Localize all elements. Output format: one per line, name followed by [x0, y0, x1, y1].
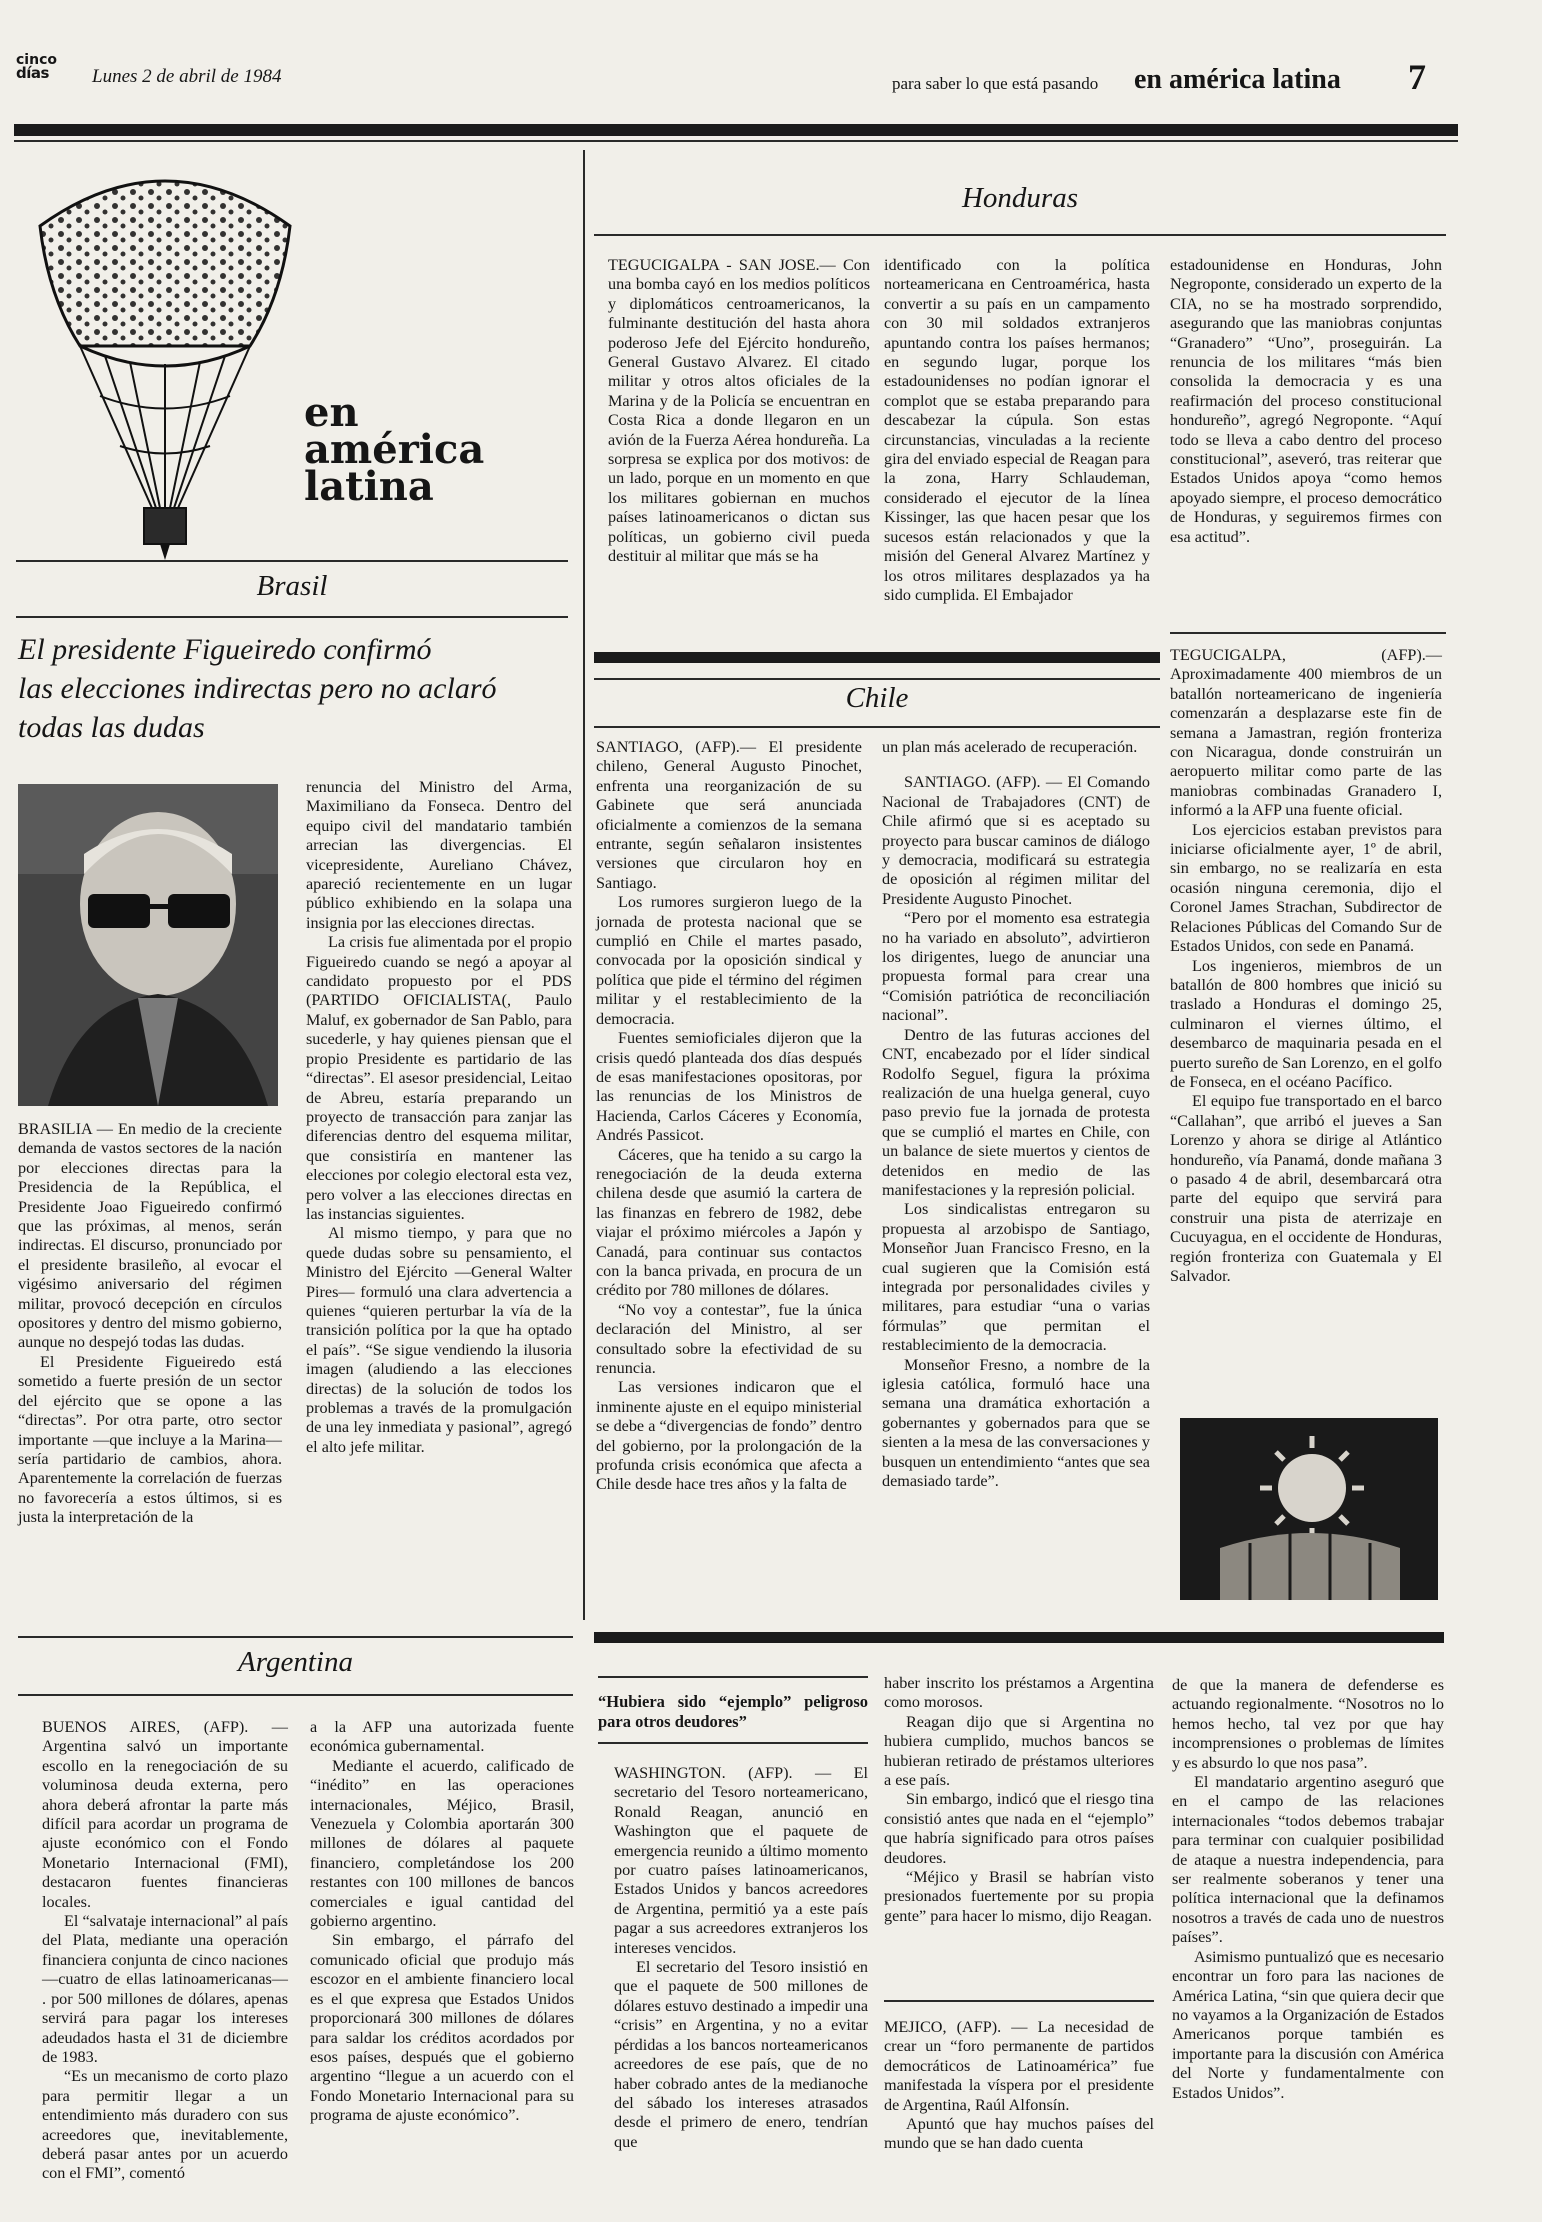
portrait-icon	[18, 784, 278, 1106]
paragraph: Asimismo puntualizó que es necesario encontrar un foro para las naciones de América Latina, “sin que quiera decir que no vayamos a la Organización de Estados Americanos porque también es importante para la discusión con América del Norte y fundamentalmente con Estados Unidos”.	[1172, 1947, 1444, 2102]
paragraph: WASHINGTON. (AFP). — El secretario del Tesoro norteamericano, Ronald Reagan, anunció en Washington que el paquete de emergencia reunido a último momento por cuatro países latinoamericanos, Estados Unidos y bancos acreedores de Argentina, permitió ya a este país pagar a sus acreedores extranjeros los intereses vencidos.	[614, 1764, 868, 1957]
paragraph: identificado con la política norteamericana en Centroamérica, hasta convertir a su país en un campamento con 30 mil soldados extranjeros apuntando contra los países hermanos; en segundo lugar, porque los estadounidenses no podían ignorar el complot que se estaba preparando para descabezar la cúpula. Son estas circunstancias, vinculadas a la reciente gira del enviado especial de Reagan para la zona, Harry Schlaudeman, considerado el ejecutor de la línea Kissinger, las que hacen pesar que los sucesos están relacionados y que la misión del General Alvarez Martínez y los otros militares desplazados ya ha sido cumplida. El Embajador	[884, 256, 1150, 604]
paragraph: “Méjico y Brasil se habrían visto presionados fuertemente por su propia gente” para hacer lo mismo, dijo Reagan.	[884, 1868, 1154, 1925]
paragraph: El equipo fue transportado en el barco “Callahan”, que arribó el jueves a San Lorenzo y ahora se dirige al Atlántico hondureño, vía Panamá, donde mañana 3 o pasado 4 de abril, desembarcará otra parte del equipo que servirá para construir una pista de aterrizaje en Cucuyagua, en el occidente de Honduras, región fronteriza con Guatemala y El Salvador.	[1170, 1092, 1442, 1285]
paragraph: TEGUCIGALPA, (AFP).— Aproximadamente 400 miembros de un batallón norteamericano de ingeniería comenzarán a desplazarse este fin de semana a Jamastran, región fronteriza con Nicaragua, donde construirán un aeropuerto militar como parte de las maniobras combinadas Granadero I, informó a la AFP una fuente oficial.	[1170, 646, 1442, 820]
masthead-tagline: para saber lo que está pasando	[892, 74, 1099, 93]
paragraph: Los ingenieros, miembros de un batallón de 800 hombres que inició su traslado a Honduras el domingo 25, culminaron el viernes último, el desembarco de maquinaria pesada en el puerto sureño de San Lorenzo, en el golfo de Fonseca, en el océano Pacífico.	[1170, 956, 1442, 1091]
paragraph: Sin embargo, el párrafo del comunicado oficial que produjo más escozor en el ambiente financiero local es el que expresa que Estados Unidos proporcionará 300 millones de dólares para saldar los créditos acordados por esos países, después que el gobierno argentino “llegue a un acuerdo con el Fondo Monetario Internacional para su programa de ajuste económico”.	[310, 1931, 574, 2125]
honduras-col-2	[884, 256, 1150, 605]
paragraph: Sin embargo, indicó que el riesgo tina consistió antes que nada en el “ejemplo” que habría significado para otros países deudores.	[884, 1790, 1154, 1867]
paragraph: Apuntó que hay muchos países del mundo que se han dado cuenta	[884, 2115, 1154, 2153]
argentina-col-1	[42, 1718, 288, 2184]
paragraph: Los sindicalistas entregaron su propuesta al arzobispo de Santiago, Monseñor Juan Francisco Fresno, en la cual sugieren que la Comisión está integrada por personalidades civiles y militares, para estudiar “una o varias fórmulas” que permitan el restablecimiento de la democracia.	[882, 1200, 1150, 1355]
paragraph: un plan más acelerado de recuperación.	[882, 738, 1138, 756]
mejico-rule	[884, 2000, 1154, 2002]
paragraph: Reagan dijo que si Argentina no hubiera cumplido, muchos bancos se hubieran retirado de préstamos ulteriores a ese país.	[884, 1712, 1154, 1790]
section-title-chile: Chile	[845, 682, 909, 714]
religious-photo	[1180, 1418, 1438, 1600]
paragraph: a la AFP una autorizada fuente económica gubernamental.	[310, 1718, 574, 1756]
chile-top-rule	[594, 652, 1160, 663]
brasil-col-2	[306, 778, 572, 1457]
box-rule-bottom	[598, 1742, 868, 1744]
paragraph: “Es un mecanismo de corto plazo para permitir llegar a un entendimiento más duradero con sus acreedores que, inevitablemente, deberá pasar antes por un acuerdo con el FMI”, comentó	[42, 2067, 288, 2183]
box-rule-top	[598, 1676, 868, 1678]
sun-figure-icon	[1180, 1418, 1438, 1600]
paragraph: El Presidente Figueiredo está sometido a fuerte presión de un sector del ejército que se opone a las “directas”. Por otra parte, otro sector importante —que incluye a la Marina— sería partidario de cambios, ahora. Aparentemente la correlación de fuerzas no favorecería a estos últimos, si es justa la interpretación de la	[18, 1352, 282, 1527]
chile-col-1	[596, 738, 862, 1495]
paragraph: Los rumores surgieron luego de la jornada de protesta nacional que se cumplió en Chile el martes pasado, convocada por la oposición sindical y política que pide el término del régimen militar y el restablecimiento de la democracia.	[596, 893, 862, 1028]
argentina-col-4b	[884, 2018, 1154, 2154]
section-logo-line-3: latina	[304, 463, 434, 510]
brasil-headline-line-3: todas las dudas	[18, 711, 205, 744]
column-divider	[583, 150, 585, 1620]
brasil-col-1	[18, 1120, 282, 1528]
masthead-rule	[14, 124, 1458, 136]
paragraph: haber inscrito los préstamos a Argentina como morosos.	[884, 1674, 1154, 1712]
paragraph: El mandatario argentino aseguró que en el campo de las relaciones internacionales “todos debemos trabajar para terminar con cualquier posibilidad de ataque a nuestra independencia, para ser realmente soberanos y tener una política internacional que la definamos nosotros a través de cada uno de nuestros países”.	[1172, 1773, 1444, 1947]
argentina-top-rule	[594, 1632, 1444, 1643]
paragraph: Al mismo tiempo, y para que no quede dudas sobre su pensamiento, el Ministro del Ejército —General Walter Pires— formuló una clara advertencia a quienes “quieren perturbar la vía de la transición política por la que ha optado el país”. “Se sigue vendiendo la ilusoria imagen (aludiendo a las elecciones directas) de la solución de todos los problemas a través de la promulgación de una ley inmediata y pasional”, agregó el alto jefe militar.	[306, 1224, 572, 1456]
page-number: 7	[1408, 57, 1426, 97]
chile-rule	[594, 726, 1160, 728]
honduras-col-1	[608, 256, 870, 567]
paragraph: de que la manera de defenderse es actuando regionalmente. “Nosotros no lo hemos hecho, tal vez por que hay incomprensiones o problemas de límites y es absurdo lo que nos pasa”.	[1172, 1676, 1444, 1772]
honduras-col3-rule	[1170, 632, 1446, 634]
brasil-headline-line-2: las elecciones indirectas pero no aclaró	[18, 672, 497, 705]
balloon-icon	[20, 146, 310, 566]
logo-bottom: días	[16, 64, 49, 82]
argentina-col-4	[884, 1674, 1154, 1926]
argentina-rule-left-2	[18, 1694, 573, 1696]
section-logo-line-2: américa	[304, 426, 485, 473]
figueiredo-photo	[18, 784, 278, 1106]
paragraph: BUENOS AIRES, (AFP). — Argentina salvó un importante escollo en la renegociación de su voluminosa deuda externa, pero ahora deberá afrontar la parte más difícil para acordar un programa de ajuste económico con el Fondo Monetario Internacional (FMI), destacaron fuentes financieras locales.	[42, 1718, 288, 1911]
masthead-section: en américa latina	[1134, 64, 1341, 95]
paragraph: El secretario del Tesoro insistió en que el paquete de 500 millones de dólares estuvo destinado a impedir una “crisis” en Argentina, y no a evitar pérdidas a los bancos norteamericanos acreedores de ese país, que de no haber cobrado antes de la medianoche del sábado los intereses atrasados desde el primero de enero, tendrían que	[614, 1958, 868, 2151]
paragraph: renuncia del Ministro del Arma, Maximiliano da Fonseca. Dentro del equipo civil del mandatario también arrecian las divergencias. El vicepresidente, Aureliano Chávez, apareció recientemente en un lugar público exhibiendo en la solapa una insignia por las elecciones directas.	[306, 778, 572, 932]
masthead-rule-thin	[14, 140, 1458, 142]
honduras-rule	[594, 234, 1446, 236]
brasil-rule	[16, 616, 568, 618]
section-title-honduras: Honduras	[961, 182, 1078, 214]
section-logo-line-1: en	[304, 389, 359, 436]
paragraph: Dentro de las futuras acciones del CNT, encabezado por el líder sindical Rodolfo Seguel, figura la próxima realización de una huelga general, cuyo paso previo fue la jornada de protesta que se cumplió el martes en Chile, con un balance de siete muertos y cientos de detenidos en medio de las manifestaciones y la represión policial.	[882, 1025, 1150, 1199]
argentina-col-5	[1172, 1676, 1444, 2103]
paragraph: Las versiones indicaron que el inminente ajuste en el equipo ministerial se debe a “divergencias de fondo” dentro del gobierno, por la prolongación de la profunda crisis económica que afecta a Chile desde hace tres años y la falta de	[596, 1378, 862, 1494]
paragraph: TEGUCIGALPA - SAN JOSE.— Con una bomba cayó en los medios políticos y diplomáticos centroamericanos, la fulminante destitución del hasta ahora poderoso Jefe del Ejército hondureño, General Gustavo Alvarez. El citado militar y otros altos oficiales de la Marina y de la Policía se encuentran en Costa Rica a donde llegaron en un avión de la Fuerza Aérea hondureña. La sorpresa se explica por dos motivos: de un lado, porque en un momento en que los militares gobiernan en muchos países latinoamericanos o dictan sus políticas, un gobierno civil pueda destituir al militar que más se ha	[608, 256, 870, 566]
masthead-logo	[16, 54, 58, 80]
paragraph: MEJICO, (AFP). — La necesidad de crear un “foro permanente de partidos democráticos de Latinoamérica” fue manifestada la víspera por el presidente de Argentina, Raúl Alfonsín.	[884, 2018, 1154, 2114]
section-logo	[304, 389, 485, 510]
paragraph: La crisis fue alimentada por el propio Figueiredo cuando se negó a apoyar al candidato propuesto por el PDS (PARTIDO OFICIALISTA(, Paulo Maluf, ex gobernador de San Pablo, para sucederle, y hay quienes piensan que el propio Presidente es partidario de las “directas”. El asesor presidencial, Leitao de Abreu, estaría preparando un proyecto de transacción para zanjar las diferencias dentro del esquema militar, que consistiría en mantener las elecciones por colegio electoral esta vez, pero volver a las elecciones directas en las instancias siguientes.	[306, 933, 572, 1223]
honduras-col-3	[1170, 256, 1442, 547]
paragraph: Fuentes semioficiales dijeron que la crisis quedó planteada dos días después de esas manifestaciones opositoras, por las renuncias de los Ministros de Hacienda, Carlos Cáceres y Economía, Andrés Passicot.	[596, 1029, 862, 1145]
paragraph: Los ejercicios estaban previstos para iniciarse oficialmente ayer, 1º de abril, sin embargo, no se realizaría en esta ocasión ninguna ceremonia, dijo el Coronel James Strachan, Subdirector de Relaciones Públicas del Comando Sur de Estados Unidos, con sede en Panamá.	[1170, 820, 1442, 956]
paragraph: SANTIAGO. (AFP). — El Comando Nacional de Trabajadores (CNT) de Chile afirmó que si es aceptado su proyecto para buscar caminos de diálogo y democracia, modificará su estrategia de oposición al régimen militar del Presidente Augusto Pinochet.	[882, 773, 1150, 908]
argentina-col-2	[310, 1718, 574, 2126]
paragraph: SANTIAGO, (AFP).— El presidente chileno, General Augusto Pinochet, enfrenta una reorganización de su Gabinete que será anunciada oficialmente a comienzos de la semana entrante, según señalaron insistentes versiones que circularon hoy en Santiago.	[596, 738, 862, 892]
balloon-illustration	[20, 146, 310, 566]
brasil-headline	[18, 630, 568, 747]
paragraph: Mediante el acuerdo, calificado de “inédito” en las operaciones internacionales, Méjico, Brasil, Venezuela y Colombia aportarán 300 millones de dólares al paquete financiero, completándose los 200 restantes con 100 millones de bancos comerciales e igual cantidad del gobierno argentino.	[310, 1756, 574, 1931]
argentina-col-3	[614, 1764, 868, 2152]
section-title-argentina: Argentina	[238, 1646, 353, 1678]
paragraph: estadounidense en Honduras, John Negroponte, considerado un experto de la CIA, no se ha mostrado sorprendido, asegurando que las maniobras conjuntas “Granadero” “Uno”, proseguirán. La renuncia de los militares “más bien consolida la democracia y es una reafirmación del proceso constitucional hondureño”, agregó Negroponte. “Aquí todo se lleva a cabo dentro del proceso constitucional”, aseveró, tras reiterar que Estados Unidos apoya “como hemos apoyado siempre, el proceso democrático de Honduras, y seguiremos firmes con esa actitud”.	[1170, 256, 1442, 546]
paragraph: El “salvataje internacional” al país del Plata, mediante una operación financiera conjunta de cinco naciones —cuatro de ellas latinoamericanas— . por 500 millones de dólares, apenas servirá para pagar los intereses adeudados hasta el 31 de diciembre de 1983.	[42, 1912, 288, 2066]
logo-top: cinco	[16, 52, 57, 68]
chile-rule-thin	[594, 678, 1160, 680]
chile-col-2	[882, 738, 1150, 1491]
box-headline: “Hubiera sido “ejemplo” peligroso para otros deudores”	[598, 1692, 868, 1731]
brasil-headline-line-1: El presidente Figueiredo confirmó	[18, 633, 432, 666]
section-title-brasil: Brasil	[256, 570, 328, 602]
paragraph: Cáceres, que ha tenido a su cargo la renegociación de la deuda externa chilena desde que asumió la cartera de las finanzas en febrero de 1982, debe viajar el próximo miércoles a Japón y Canadá, para continuar sus contactos con la banca privada, en procura de un crédito por 780 millones de dólares.	[596, 1145, 862, 1300]
logo-rule	[16, 560, 568, 562]
paragraph: “Pero por el momento esa estrategia no ha variado en absoluto”, advirtieron los dirigentes, luego de anunciar una propuesta formal para crear una “Comisión patriótica de reconciliación nacional”.	[882, 909, 1150, 1025]
paragraph: Monseñor Fresno, a nombre de la iglesia católica, formuló hace una semana una dramática exhortación a gobernantes y gobernados para que se sienten a la mesa de las conversaciones y busquen un entendimiento “antes que sea demasiado tarde”.	[882, 1355, 1150, 1491]
paragraph: BRASILIA — En medio de la creciente demanda de vastos sectores de la nación por elecciones directas para la Presidencia de la República, el Presidente Joao Figueiredo confirmó que las próximas, al menos, serán indirectas. El discurso, pronunciado por el presidente brasileño, al evocar el vigésimo aniversario del régimen militar, provocó decepción en círculos opositores y dentro del mismo gobierno, aunque no despejó todas las dudas.	[18, 1120, 282, 1352]
argentina-rule-left	[18, 1636, 573, 1638]
honduras-col-4	[1170, 646, 1442, 1286]
paragraph: “No voy a contestar”, fue la única declaración del Ministro, al ser consultado sobre la efectividad de su renuncia.	[596, 1300, 862, 1377]
masthead-date: Lunes 2 de abril de 1984	[92, 66, 282, 87]
